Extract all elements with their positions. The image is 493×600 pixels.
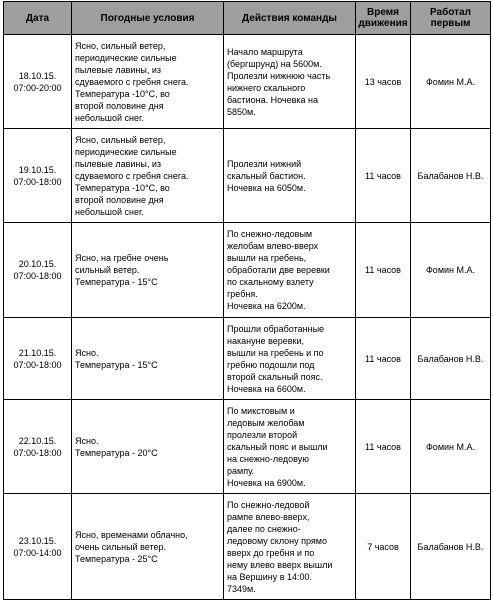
- cell-date: 21.10.15. 07:00-18:00: [4, 318, 72, 400]
- cell-worker: Фомин М.А.: [411, 223, 491, 318]
- table-row: [4, 35, 491, 129]
- table-row: [4, 494, 491, 600]
- cell-actions: По снежно-ледовой рампе влево-вверх, далее по снежно- ледовому склону прямо вверх до гребня и по нему влево вверх вышли на Вершину в 14:00. 7349м.: [224, 494, 356, 600]
- cell-weather: Ясно. Температура - 15°С: [72, 318, 224, 400]
- cell-weather: Ясно. Температура - 20°С: [72, 400, 224, 494]
- cell-weather: Ясно, на гребне очень сильный ветер. Температура - 15°С: [72, 223, 224, 318]
- cell-weather: Ясно, сильный ветер, периодические сильные пылевые лавины, из сдуваемого с гребня снега. Температура -10°С, во второй половине дня небольшой снег.: [72, 35, 224, 129]
- cell-worker: Фомин М.А.: [411, 35, 491, 129]
- cell-actions: По микстовым и ледовым желобам пролезли второй скальный пояс и вышли на снежно-ледовую рампу. Ночевка на 6900м.: [224, 400, 356, 494]
- header-worker: Работал первым: [411, 2, 491, 35]
- cell-date: 22.10.15. 07:00-18:00: [4, 400, 72, 494]
- table-header-row: [4, 2, 491, 35]
- cell-time: 7 часов: [356, 494, 411, 600]
- table-row: [4, 400, 491, 494]
- cell-worker: Балабанов Н.В.: [411, 129, 491, 223]
- cell-time: 13 часов: [356, 35, 411, 129]
- cell-worker: Фомин М.А.: [411, 400, 491, 494]
- climbing-log-document: [3, 1, 491, 600]
- cell-actions: Начало маршрута (бергшрунд) на 5600м. Пролезли нижнюю часть нижнего скального бастиона. Ночевка на 5850м.: [224, 35, 356, 129]
- cell-worker: Балабанов Н.В.: [411, 318, 491, 400]
- table-row: [4, 318, 491, 400]
- cell-weather: Ясно, сильный ветер, периодические сильные пылевые лавины, из сдуваемого с гребня снега. Температура -10°С, во второй половине дня небольшой снег.: [72, 129, 224, 223]
- climbing-log-table: [3, 1, 491, 600]
- cell-date: 20.10.15. 07:00-18:00: [4, 223, 72, 318]
- header-weather: Погодные условия: [72, 2, 224, 35]
- cell-time: 11 часов: [356, 129, 411, 223]
- cell-weather: Ясно, временами облачно, очень сильный ветер. Температура - 25°С: [72, 494, 224, 600]
- table-row: [4, 223, 491, 318]
- header-date: Дата: [4, 2, 72, 35]
- cell-time: 11 часов: [356, 318, 411, 400]
- cell-date: 19.10.15. 07:00-18:00: [4, 129, 72, 223]
- header-time: Время движения: [356, 2, 411, 35]
- cell-worker: Балабанов Н.В.: [411, 494, 491, 600]
- cell-actions: Пролезли нижний скальный бастион. Ночевка на 6050м.: [224, 129, 356, 223]
- cell-actions: Прошли обработанные накануне веревки, вышли на гребень и по гребню подошли под второй скальный пояс. Ночевка на 6600м.: [224, 318, 356, 400]
- cell-time: 11 часов: [356, 400, 411, 494]
- cell-date: 23.10.15. 07:00-14:00: [4, 494, 72, 600]
- cell-date: 18.10.15. 07:00-20:00: [4, 35, 72, 129]
- cell-actions: По снежно-ледовым желобам влево-вверх вышли на гребень, обработали две веревки по скальному взлету гребня. Ночевка на 6200м.: [224, 223, 356, 318]
- table-row: [4, 129, 491, 223]
- header-actions: Действия команды: [224, 2, 356, 35]
- cell-time: 11 часов: [356, 223, 411, 318]
